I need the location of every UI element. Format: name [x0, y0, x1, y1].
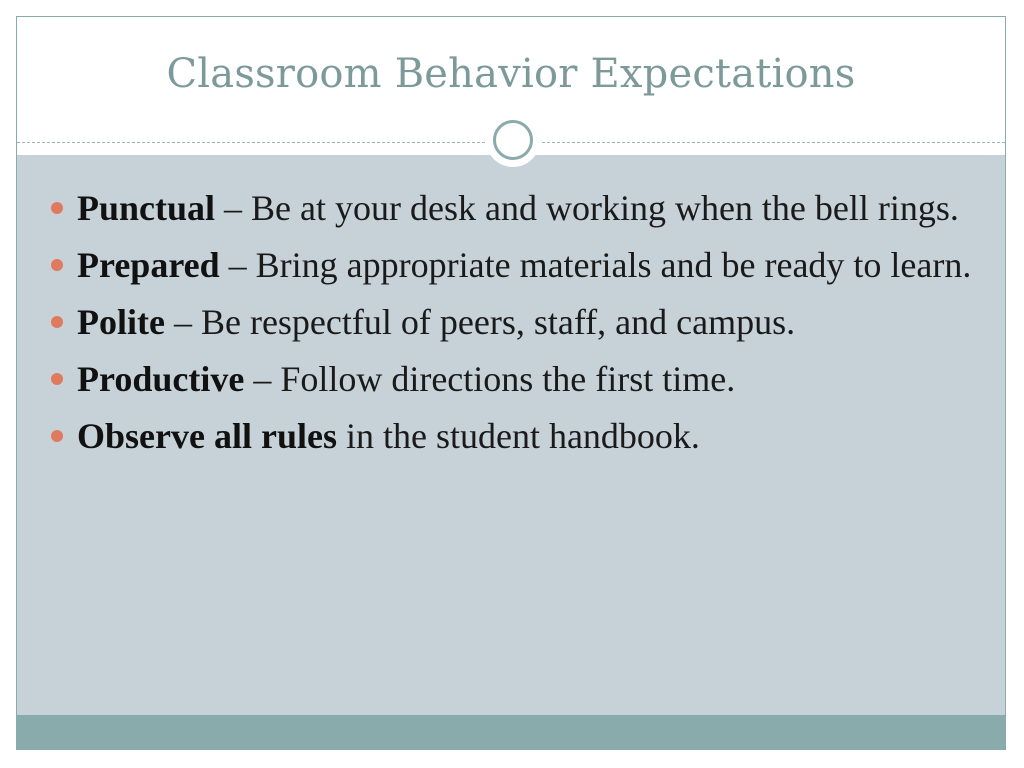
- bullet-list: [47, 185, 987, 470]
- bullet-text: in the student handbook.: [336, 416, 700, 456]
- bullet-item-observe-rules: [47, 413, 987, 460]
- bullet-text: – Follow directions the first time.: [244, 359, 736, 399]
- bullet-dot-icon: [51, 316, 63, 328]
- bullet-dot-icon: [51, 259, 63, 271]
- slide: [16, 16, 1006, 750]
- bullet-dot-icon: [51, 373, 63, 385]
- bullet-item-productive: [47, 356, 987, 403]
- bullet-item-polite: [47, 299, 987, 346]
- bullet-term: Punctual: [77, 188, 216, 228]
- footer-band: [17, 715, 1005, 749]
- bullet-term: Observe all rules: [77, 416, 337, 456]
- bullet-item-punctual: [47, 185, 987, 232]
- bullet-dot-icon: [51, 430, 63, 442]
- bullet-term: Prepared: [77, 245, 220, 285]
- ornament-ring: [493, 120, 533, 160]
- bullet-text: – Bring appropriate materials and be ready to learn.: [219, 245, 972, 285]
- slide-title: Classroom Behavior Expectations: [166, 51, 856, 97]
- bullet-term: Productive: [77, 359, 245, 399]
- bullet-dot-icon: [51, 202, 63, 214]
- bullet-term: Polite: [77, 302, 165, 342]
- bullet-item-prepared: [47, 242, 987, 289]
- bullet-text: – Be respectful of peers, staff, and campus.: [164, 302, 796, 342]
- circle-ornament-icon: [486, 113, 540, 167]
- bullet-text: – Be at your desk and working when the bell rings.: [215, 188, 959, 228]
